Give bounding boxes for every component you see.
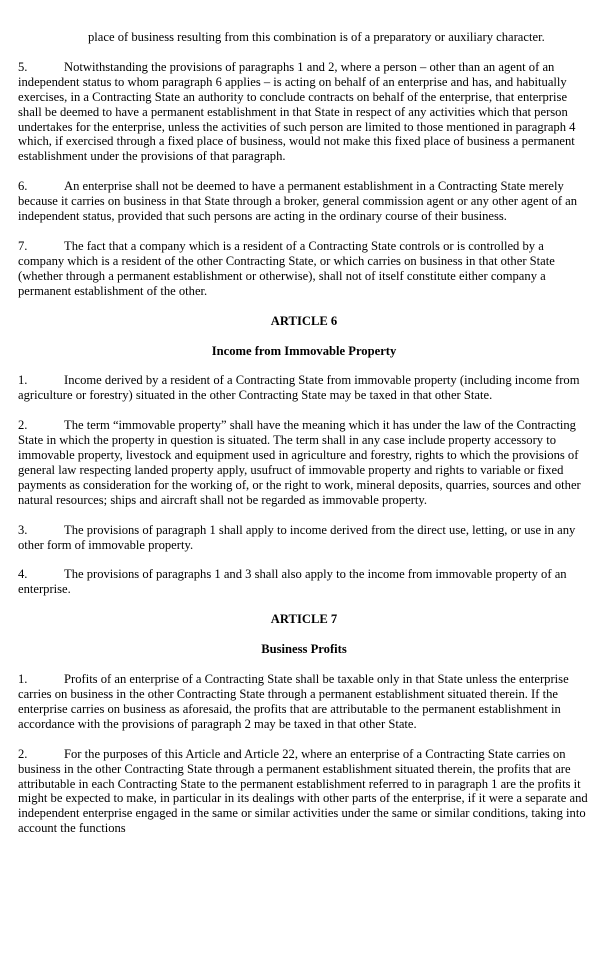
paragraph-number: 2. [18, 746, 28, 761]
paragraph-number: 6. [18, 179, 28, 194]
document-page [18, 30, 590, 851]
paragraph-number: 5. [18, 59, 28, 74]
paragraph-text: The provisions of paragraphs 1 and 3 shall also apply to the income from immovable property of an enterprise. [18, 567, 567, 597]
article5-paragraph-6 [18, 179, 590, 224]
paragraph-number: 4. [18, 567, 28, 582]
article7-paragraph-2 [18, 747, 590, 836]
paragraph-text: Notwithstanding the provisions of paragraphs 1 and 2, where a person – other than an agent of an independent status to whom paragraph 6 applies – is acting on behalf of an enterprise and has, and habitually exercises, in a Contracting State an authority to conclude contracts on behalf of the enterprise, that enterprise shall be deemed to have a permanent establishment in that State in respect of any activities which that person undertakes for the enterprise, unless the activities of such person are limited to those mentioned in paragraph 4 which, if exercised through a fixed place of business, would not make this fixed place of business a permanent establishment under the provisions of that paragraph. [18, 59, 576, 164]
article6-paragraph-4 [18, 567, 590, 597]
paragraph-text: The term “immovable property” shall have the meaning which it has under the law of the Contracting State in which the property in question is situated. The term shall in any case include property accessory to immovable property, livestock and equipment used in agriculture and forestry, rights to which the provisions of general law respecting landed property apply, usufruct of immovable property and rights to variable or fixed payments as consideration for the working of, or the right to work, mineral deposits, quarries, sources and other natural resources; ships and aircraft shall not be regarded as immovable property. [18, 418, 581, 507]
paragraph-text: Profits of an enterprise of a Contracting State shall be taxable only in that State unless the enterprise carries on business in the other Contracting State through a permanent establishment situated therein. If the enterprise carries on business as aforesaid, the profits that are attributable to the permanent establishment in accordance with the provisions of paragraph 2 may be taxed in that other State. [18, 672, 569, 731]
article6-paragraph-2 [18, 418, 590, 507]
article7-paragraph-1 [18, 672, 590, 732]
paragraph-number: 2. [18, 418, 28, 433]
article-7-heading: ARTICLE 7 [270, 612, 338, 627]
article5-paragraph-7 [18, 239, 590, 299]
article6-paragraph-1 [18, 373, 590, 403]
paragraph-number: 3. [18, 522, 28, 537]
article-6-title: Income from Immovable Property [211, 343, 397, 358]
article6-paragraph-3 [18, 523, 590, 553]
paragraph-text: The fact that a company which is a resident of a Contracting State controls or is controlled by a company which is a resident of the other Contracting State, or which carries on business in that other State (whether through a permanent establishment or otherwise), shall not of itself constitute either company a permanent establishment of the other. [18, 238, 555, 298]
paragraph-text: Income derived by a resident of a Contracting State from immovable property (including income from agriculture or forestry) situated in the other Contracting State may be taxed in that other State. [18, 373, 580, 403]
paragraph-text: The provisions of paragraph 1 shall apply to income derived from the direct use, letting, or use in any other form of immovable property. [18, 522, 576, 552]
paragraph-text: For the purposes of this Article and Article 22, where an enterprise of a Contracting State carries on business in the other Contracting State through a permanent establishment situated therein, the profits that are attributable in each Contracting State to the permanent establishment referred to in paragraph 1 are the profits it might be expected to make, in particular in its dealings with other parts of the enterprise, if it were a separate and independent enterprise engaged in the same or similar activities under the same or similar conditions, taking into account the functions [18, 746, 588, 836]
paragraph-number: 7. [18, 238, 28, 253]
article-7-title: Business Profits [261, 642, 347, 657]
article5-paragraph-5 [18, 60, 590, 164]
continuation-text: place of business resulting from this combination is of a preparatory or auxiliary character. [88, 30, 545, 44]
paragraph-text: An enterprise shall not be deemed to have a permanent establishment in a Contracting State merely because it carries on business in that State through a broker, general commission agent or any other agent of an independent status, provided that such persons are acting in the ordinary course of their business. [18, 179, 578, 224]
article-6-heading: ARTICLE 6 [270, 313, 338, 328]
paragraph-number: 1. [18, 373, 28, 388]
paragraph-number: 1. [18, 672, 28, 687]
